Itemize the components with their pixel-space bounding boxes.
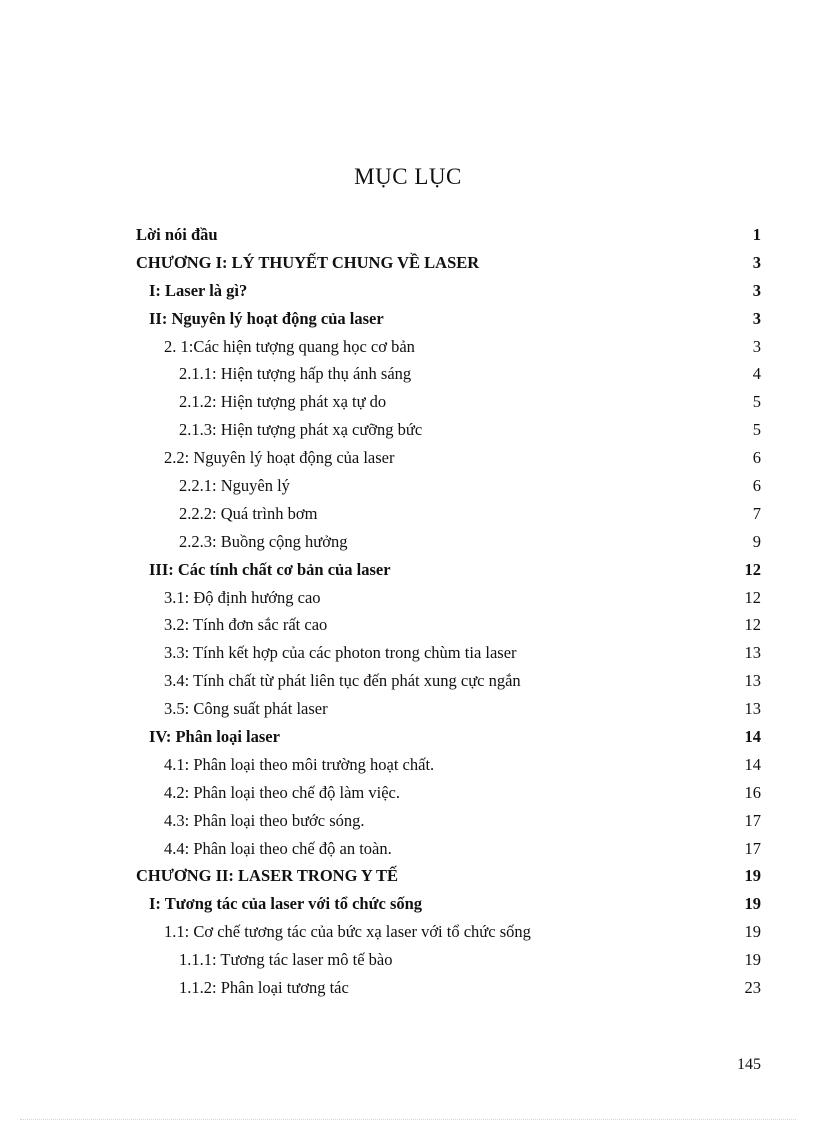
toc-entry-title: III: Các tính chất cơ bản của laser (149, 559, 391, 579)
toc-entry (0, 388, 816, 416)
toc-entry-page: 13 (744, 699, 761, 719)
toc-entry (0, 249, 816, 277)
toc-entry (0, 751, 816, 779)
toc-entry-title: 2.2.1: Nguyên lý (179, 476, 290, 496)
toc-entry (0, 416, 816, 444)
toc-entry-title: CHƯƠNG I: LÝ THUYẾT CHUNG VỀ LASER (136, 252, 480, 272)
toc-entry-title: 2.1.2: Hiện tượng phát xạ tự do (179, 392, 387, 412)
toc-entry-title: 2.2.3: Buồng cộng hưởng (179, 531, 348, 551)
toc-entry-page: 19 (744, 950, 761, 970)
toc-entry (0, 584, 816, 612)
toc-entry (0, 890, 816, 918)
toc-entry (0, 807, 816, 835)
toc-entry-page: 17 (744, 838, 761, 858)
page-number: 145 (737, 1056, 761, 1073)
toc-entry-title: 2.2.2: Quá trình bơm (179, 503, 318, 523)
toc-entry (0, 221, 816, 249)
toc-entry (0, 723, 816, 751)
toc-entry (0, 611, 816, 639)
toc-entry-page: 5 (752, 420, 761, 440)
toc-entry-page: 3 (752, 252, 761, 272)
toc-entry-title: CHƯƠNG II: LASER TRONG Y TẾ (136, 866, 399, 886)
toc-entry-page: 14 (744, 754, 761, 774)
toc-entry-title: 2.1.1: Hiện tượng hấp thụ ánh sáng (179, 364, 412, 384)
toc-entry-title: 3.5: Công suất phát laser (164, 699, 328, 719)
toc-entry-page: 12 (744, 559, 761, 579)
table-of-contents (0, 221, 816, 1002)
toc-entry-title: 3.4: Tính chất từ phát liên tục đến phát xung cực ngắn (164, 671, 521, 691)
toc-entry-title: 1.1: Cơ chế tương tác của bức xạ laser với tổ chức sống (164, 922, 531, 942)
toc-entry-page: 9 (752, 531, 761, 551)
toc-entry (0, 277, 816, 305)
toc-entry-title: 2.2: Nguyên lý hoạt động của laser (164, 448, 395, 468)
toc-entry-title: I: Tương tác của laser với tổ chức sống (149, 894, 423, 914)
toc-entry (0, 946, 816, 974)
toc-entry-title: Lời nói đầu (136, 225, 218, 244)
toc-entry (0, 918, 816, 946)
toc-entry-page: 13 (744, 671, 761, 691)
toc-entry-page: 23 (744, 978, 761, 998)
toc-entry (0, 556, 816, 584)
toc-entry-title: 3.2: Tính đơn sắc rất cao (164, 615, 328, 635)
toc-entry-page: 13 (744, 643, 761, 663)
toc-entry-title: II: Nguyên lý hoạt động của laser (149, 308, 384, 328)
toc-entry (0, 528, 816, 556)
toc-entry-page: 19 (744, 894, 761, 914)
toc-entry-title: 4.2: Phân loại theo chế độ làm việc. (164, 782, 400, 802)
toc-entry (0, 333, 816, 361)
toc-entry-title: 4.4: Phân loại theo chế độ an toàn. (164, 838, 392, 858)
toc-entry-title: 3.3: Tính kết hợp của các photon trong chùm tia laser (164, 643, 517, 663)
toc-entry-title: 2.1.3: Hiện tượng phát xạ cưỡng bức (179, 420, 423, 440)
toc-entry (0, 305, 816, 333)
toc-entry-page: 19 (744, 922, 761, 942)
footer-divider (20, 1119, 796, 1120)
page-title: MỤC LỤC (354, 164, 462, 189)
toc-entry-page: 12 (744, 615, 761, 635)
toc-entry-page: 3 (752, 308, 761, 328)
toc-entry (0, 360, 816, 388)
toc-entry-page: 17 (744, 810, 761, 830)
toc-entry-page: 12 (744, 587, 761, 607)
toc-entry-page: 1 (752, 225, 761, 244)
toc-entry (0, 974, 816, 1002)
toc-entry (0, 444, 816, 472)
toc-entry-title: 3.1: Độ định hướng cao (164, 587, 321, 607)
toc-entry-page: 16 (744, 782, 761, 802)
toc-entry (0, 639, 816, 667)
toc-entry-title: I: Laser là gì? (149, 280, 248, 300)
toc-entry-page: 7 (752, 503, 761, 523)
toc-entry (0, 667, 816, 695)
toc-entry (0, 835, 816, 863)
toc-entry (0, 500, 816, 528)
toc-entry-title: 4.3: Phân loại theo bước sóng. (164, 810, 365, 830)
toc-entry (0, 862, 816, 890)
toc-entry-page: 3 (752, 280, 761, 300)
toc-entry-page: 6 (752, 448, 761, 468)
toc-entry (0, 779, 816, 807)
toc-entry-title: IV: Phân loại laser (149, 727, 280, 747)
toc-entry-page: 19 (744, 866, 761, 886)
toc-entry-page: 5 (752, 392, 761, 412)
toc-entry (0, 472, 816, 500)
toc-entry (0, 695, 816, 723)
toc-entry-page: 14 (744, 727, 761, 747)
toc-entry-page: 4 (752, 364, 761, 384)
toc-entry-page: 3 (752, 336, 761, 356)
toc-entry-title: 1.1.1: Tương tác laser mô tế bào (179, 950, 393, 970)
toc-entry-page: 6 (752, 476, 761, 496)
toc-entry-title: 1.1.2: Phân loại tương tác (179, 978, 349, 998)
toc-entry-title: 2. 1:Các hiện tượng quang học cơ bản (164, 336, 415, 356)
toc-entry-title: 4.1: Phân loại theo môi trường hoạt chất. (164, 754, 435, 774)
